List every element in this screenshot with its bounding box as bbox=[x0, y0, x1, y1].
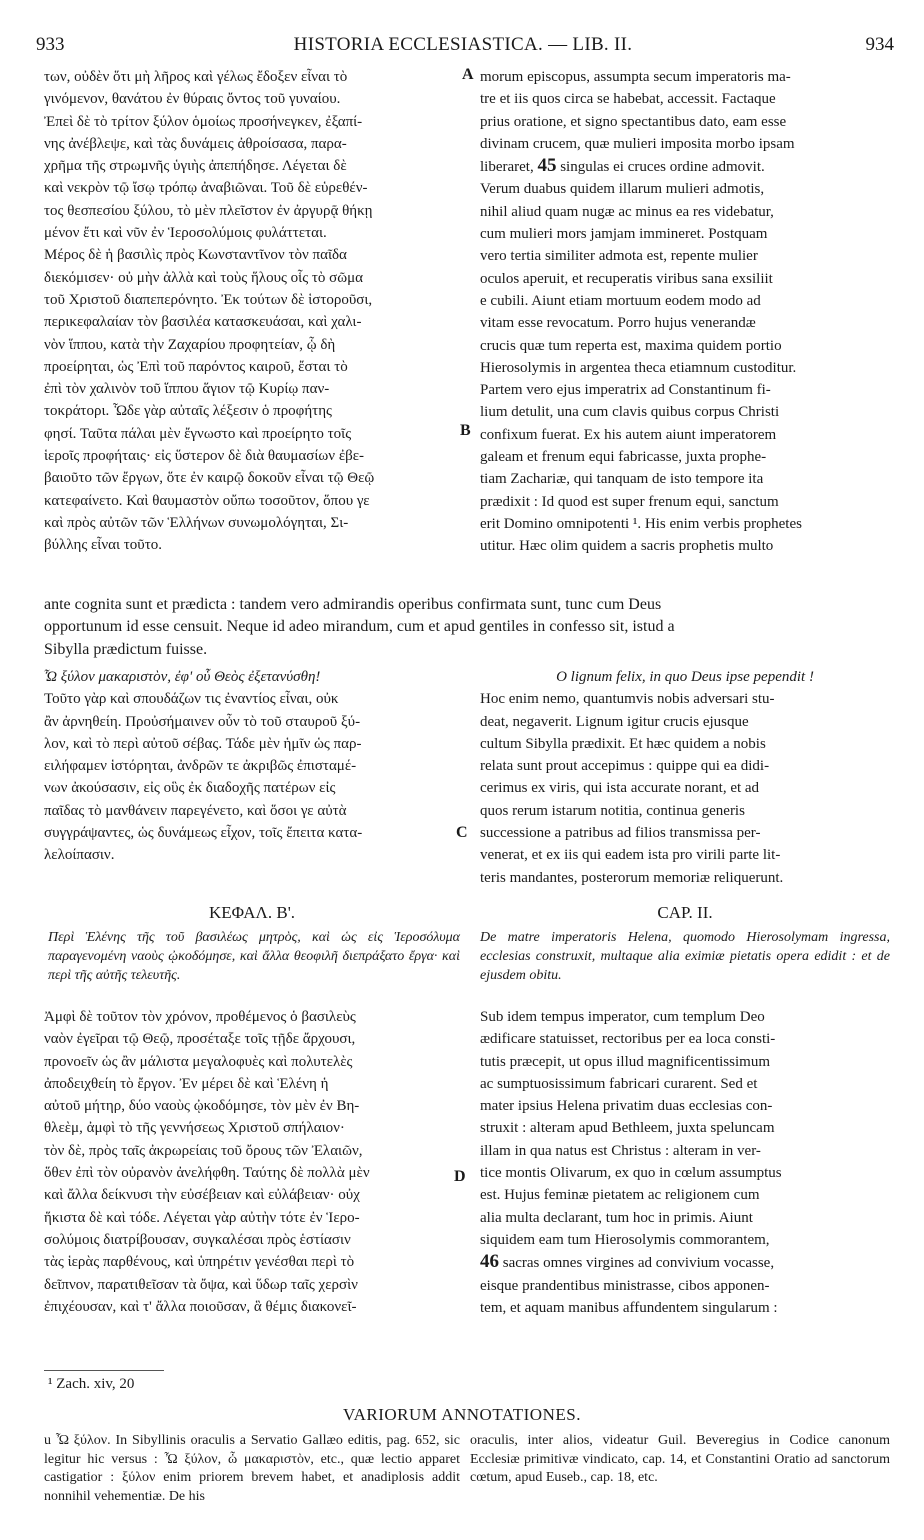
latin-chapter-title: De matre imperatoris Helena, quomodo Hierosolymam ingressa, ecclesias construxit, multaque alia eximiæ pietatis opera edidit : et de ejusdem obitu. bbox=[480, 930, 890, 983]
text-line: oculos aperuit, et recuperatis viribus sana exsiliit bbox=[480, 270, 773, 287]
running-header bbox=[28, 30, 898, 60]
margin-letter-a: A bbox=[462, 66, 474, 83]
text-line: morum episcopus, assumpta secum imperatoris ma- bbox=[480, 69, 791, 85]
text-line: ειλήφαμεν ἱστόρηται, ἀνδρῶν τε ἀκριβῶς ἐπισταμέ- bbox=[44, 758, 357, 775]
text-line: quos rerum istarum notitia, continua generis bbox=[480, 802, 745, 819]
latin-full-width bbox=[44, 594, 890, 661]
text-line: cultum Sibylla prædixit. Et hæc quidem a nobis bbox=[480, 735, 766, 752]
text-line: ἂν ἀρνηθείη. Προὐσήμαινεν οὖν τὸ τοῦ σταυροῦ ξύ- bbox=[44, 713, 361, 730]
text-line: ἐπὶ τὸν χαλινὸν τοῦ ἵππου ἅγιον τῷ Κυρίῳ παν- bbox=[44, 381, 330, 398]
text-line: 46 sacras omnes virgines ad convivium vocasse, bbox=[480, 1251, 775, 1273]
text-line: struxit : alteram apud Bethleem, juxta speluncam bbox=[480, 1120, 775, 1137]
text-line: venerat, et ex iis qui eadem ista pro virili parte lit- bbox=[480, 847, 781, 864]
text-line: των, οὐδὲν ὅτι μὴ λῆρος καὶ γέλως ἔδοξεν εἶναι τὸ bbox=[44, 69, 348, 85]
marginal-page-number: 46 bbox=[480, 1251, 499, 1273]
text-line: mater ipsius Helena privatim duas ecclesias con- bbox=[480, 1098, 773, 1115]
text-line: utitur. Hæc olim quidem a sacris prophetis multo bbox=[480, 538, 774, 555]
text-line: Sibylla prædictum fuisse. bbox=[44, 640, 208, 658]
text-line: illam in qua natus est Christus : alteram in ver- bbox=[480, 1142, 761, 1159]
text-line: βαιοῦτο τῶν ἔργων, ὅτε ἐν καιρῷ δοκοῦν εἶναι τῷ Θεῷ bbox=[44, 470, 375, 487]
text-line: tutis præcepit, ut opus illud magnificentissimum bbox=[480, 1053, 770, 1070]
text-line: ante cognita sunt et prædicta : tandem vero admirandis operibus confirmata sunt, tunc cum Deus bbox=[44, 596, 662, 613]
text-line: Partem vero ejus imperatrix ad Constantinum fi- bbox=[480, 382, 771, 399]
text-line: Sub idem tempus imperator, cum templum Deo bbox=[480, 1009, 765, 1025]
text-line: Τοῦτο γὰρ καὶ σπουδάζων τις ἐναντίος εἶναι, οὐκ bbox=[44, 691, 339, 708]
text-line: ἀποδειχθείη τὸ ἔργον. Ἐν μέρει δὲ καὶ Ἑλένη ἡ bbox=[44, 1075, 329, 1092]
text-line: siquidem eam tum Hierosolymis commorantem, bbox=[480, 1231, 770, 1248]
text-line: καὶ ἄλλα δείκνυσι τὴν εὐσέβειαν καὶ εὐλάβειαν· οὐχ bbox=[44, 1187, 360, 1204]
text-line: τοκράτορι. Ὧδε γὰρ αὐταῖς λέξεσιν ὁ προφήτης bbox=[44, 403, 332, 420]
text-line: βύλλης εἶναι τοῦτο. bbox=[44, 537, 163, 554]
page-number-left: 933 bbox=[36, 34, 65, 55]
text-line: συγγράψαντες, ὡς δυνάμεως εἶχον, τοῖς ἔπειτα κατα- bbox=[44, 825, 363, 842]
running-title: HISTORIA ECCLESIASTICA. — LIB. II. bbox=[293, 34, 633, 55]
marginal-page-number: 45 bbox=[537, 155, 557, 177]
greek-column-mid bbox=[44, 666, 460, 867]
greek-chapter-label: ΚΕΦΑΛ. Β'. bbox=[208, 903, 296, 922]
text-line: erit Domino omnipotenti ¹. His enim verbis prophetes bbox=[480, 515, 802, 532]
text-line: θλεὲμ, ἀμφὶ τὸ τῆς γεννήσεως Χριστοῦ σπήλαιον· bbox=[44, 1120, 345, 1137]
text-line: Hoc enim nemo, quantumvis nobis adversari stu- bbox=[480, 691, 775, 708]
latin-column-top bbox=[480, 66, 890, 558]
text-line: ac sumptuosissimum fabricari curarent. Sed et bbox=[480, 1075, 758, 1092]
text-line: αὐτοῦ μήτηρ, δύο ναοὺς ᾠκοδόμησε, τὸν μὲν ἐν Βη- bbox=[44, 1098, 360, 1115]
text-line: μένον ἔτι καὶ νῦν ἐν Ἱεροσολύμοις φυλάττεται. bbox=[44, 225, 327, 242]
text-line: ναὸν ἐγεῖραι τῷ Θεῷ, προσέταξε τοῖς τῇδε ἄρχουσι, bbox=[44, 1031, 356, 1048]
text-line: καὶ νεκρὸν τῷ ἴσῳ τρόπῳ ἀναβιῶναι. Τοῦ δὲ εὑρεθέν- bbox=[44, 180, 368, 197]
text-line: divinam crucem, quæ mulieri imposita morbo ipsam bbox=[480, 135, 795, 152]
margin-letter-d: D bbox=[454, 1168, 466, 1185]
text-line: προνοεῖν ὡς ἂν μάλιστα μεγαλοφυὲς καὶ πολυτελὲς bbox=[44, 1053, 353, 1070]
text-line: nihil aliud quam nugæ ac minus ea res videbatur, bbox=[480, 203, 774, 220]
text-line: lium detulit, una cum clavis quibus corpus Christi bbox=[480, 404, 780, 421]
text-line: alia multa declarant, tum hoc in primis. Aiunt bbox=[480, 1209, 753, 1226]
text-line: νης ἀνέβλεψε, καὶ τὰς δυνάμεις ἀθροίσασα, παρα- bbox=[44, 135, 347, 152]
text-line: τὰς ἱερὰς παρθένους, καὶ ὑπηρέτιν γενέσθαι περὶ τὸ bbox=[44, 1254, 355, 1271]
text-line: ἐπιχέουσαν, καὶ τ' ἄλλα ποιοῦσαν, ἃ θέμις διακονεῖ- bbox=[44, 1298, 357, 1315]
text-line: vero tertia similiter admota est, repente mulier bbox=[480, 248, 758, 265]
footnote-rule bbox=[44, 1370, 164, 1371]
text-line: liberaret, 45 singulas ei cruces ordine admovit. bbox=[480, 155, 765, 177]
latin-chapter-label: CAP. II. bbox=[657, 903, 713, 922]
text-line: Ἐπεὶ δὲ τὸ τρίτον ξύλον ὁμοίως προσήνεγκεν, ἐξαπί- bbox=[44, 113, 363, 130]
text-line: Ἀμφὶ δὲ τοῦτον τὸν χρόνον, προθέμενος ὁ βασιλεὺς bbox=[44, 1009, 356, 1025]
margin-letter-c: C bbox=[456, 824, 468, 841]
text-line: tiam Zachariæ, qui tanquam de isto tempore ita bbox=[480, 471, 764, 488]
variorum-note-right: oraculis, inter alios, videatur Guil. Beveregius in Codice canonum Ecclesiæ primitivæ vindicato, cap. 14, et Constantini Oratio ad sanctorum cœtum, apud Euseb., cap. 18, etc. bbox=[470, 1433, 890, 1485]
text-line: περικεφαλαίαν τὸν βασιλέα κατασκευάσαι, καὶ χαλι- bbox=[44, 314, 362, 331]
text-line: νὸν ἵππου, κατὰ τὴν Ζαχαρίου προφητείαν, ᾧ δὴ bbox=[44, 336, 336, 353]
text-line: tre et iis quos circa se habebat, accessit. Factaque bbox=[480, 91, 776, 108]
text-line: successione a patribus ad filios transmissa per- bbox=[480, 825, 761, 842]
text-line: λον, καὶ τὸ περὶ αὐτοῦ σέβας. Τάδε μὲν ἡμῖν ὡς παρ- bbox=[44, 735, 362, 752]
greek-chapter-title: Περὶ Ἑλένης τῆς τοῦ βασιλέως μητρὸς, καὶ ὡς εἰς Ἱεροσόλυμα παραγενομένη ναοὺς ᾠκοδόμησε, καὶ ἄλλα θεοφιλῆ διεπράξατο ἔργα· καὶ περὶ τῆς αὐτῆς τελευτῆς. bbox=[48, 930, 460, 983]
text-line: ædificare statuisset, rectoribus per ea loca consti- bbox=[480, 1031, 776, 1048]
text-line: est. Hujus feminæ pietatem ac religionem cum bbox=[480, 1187, 760, 1204]
margin-letter-b: B bbox=[460, 422, 471, 439]
text-line: confixum fuerat. Ex his autem aiunt imperatorem bbox=[480, 426, 777, 443]
text-line: teris mandantes, posterorum memoriæ reliquerunt. bbox=[480, 869, 784, 886]
text-line: τος θεσπεσίου ξύλου, τὸ μὲν πλεῖστον ἐν ἀργυρᾷ θήκῃ bbox=[44, 202, 373, 219]
text-line: relata sunt prout accepimus : quippe qui ea didi- bbox=[480, 758, 770, 775]
text-line: vitam esse revocatum. Porro hujus venerandæ bbox=[480, 315, 756, 332]
text-line: καὶ πρὸς αὐτῶν τῶν Ἑλλήνων συνωμολόγηται, Σι- bbox=[44, 514, 349, 531]
text-line: φησί. Ταῦτα πάλαι μὲν ἔγνωστο καὶ προείρητο τοῖς bbox=[44, 425, 352, 442]
text-line: tice montis Olivarum, ex quo in cœlum assumptus bbox=[480, 1165, 782, 1182]
text-line: Hierosolymis in argentea theca etiamnum custoditur. bbox=[480, 359, 797, 376]
text-line: prius oratione, et signo spectantibus dato, eam esse bbox=[480, 113, 787, 130]
text-line: deat, negaverit. Lignum igitur crucis ejusque bbox=[480, 713, 749, 730]
text-line: crucis quæ tum reperta est, maxima quidem portio bbox=[480, 337, 782, 354]
text-line: galeam et frenum equi fabricasse, juxta prophe- bbox=[480, 449, 767, 466]
text-line: ὅθεν ἐπὶ τὸν οὐρανὸν ἀνελήφθη. Ταύτης δὲ πολλὰ μὲν bbox=[44, 1165, 370, 1182]
text-line: e cubili. Aiunt etiam mortuum eodem modo ad bbox=[480, 292, 761, 309]
text-line: O lignum felix, in quo Deus ipse pependit ! bbox=[556, 669, 814, 685]
text-line: νων ἀκούσασιν, εἰς οὓς ἐκ διαδοχῆς πατέρων εἰς bbox=[44, 780, 336, 797]
greek-column-bottom bbox=[44, 1006, 460, 1318]
greek-column-top bbox=[44, 66, 460, 557]
text-line: γινόμενον, θανάτου ἐν θύραις ὄντος τοῦ γυναίου. bbox=[44, 91, 341, 108]
latin-column-mid bbox=[480, 666, 890, 889]
latin-column-bottom bbox=[480, 1006, 890, 1319]
text-line: tem, et aquam manibus affundentem singularum : bbox=[480, 1299, 778, 1316]
text-line: τὸν δὲ, πρὸς ταῖς ἀκρωρείαις τοῦ ὄρους τῶν Ἐλαιῶν, bbox=[44, 1142, 363, 1159]
text-line: κατεφαίνετο. Καὶ θαυμαστὸν οὔπω τοσοῦτον, ὅπου γε bbox=[44, 492, 370, 509]
text-line: cerimus ex viris, qui ista accurate norant, et ad bbox=[480, 780, 760, 797]
text-line: prædixit : Id quod est super frenum equi, sanctum bbox=[480, 493, 779, 510]
text-line: δεῖπνον, παρατιθεῖσαν τὰ ὄψα, καὶ ὕδωρ ταῖς χερσὶν bbox=[44, 1276, 358, 1293]
text-line: cum mulieri mors jamjam immineret. Postquam bbox=[480, 226, 768, 243]
text-line: Μέρος δὲ ἡ βασιλὶς πρὸς Κωνσταντῖνον τὸν παῖδα bbox=[44, 247, 347, 264]
text-line: σολύμοις διατρίβουσαν, συγκαλέσαι πρὸς ἑστίασιν bbox=[44, 1231, 351, 1248]
text-line: τοῦ Χριστοῦ διαπεπερόνητο. Ἐκ τούτων δὲ ἱστοροῦσι, bbox=[44, 291, 373, 308]
text-line: χρῆμα τῆς στρωμνῆς ὑγιὴς ἀπεπήδησε. Λέγεται δὲ bbox=[44, 158, 347, 175]
text-line: opportunum id esse censuit. Neque id adeo mirandum, cum et apud gentiles in confesso sit, istud a bbox=[44, 618, 675, 636]
text-line: προείρηται, ὡς Ἐπὶ τοῦ παρόντος καιροῦ, ἔσται τὸ bbox=[44, 358, 348, 375]
text-line: Verum duabus quidem illarum mulieri admotis, bbox=[480, 181, 765, 198]
footnote: ¹ Zach. xiv, 20 bbox=[48, 1376, 135, 1392]
text-line: ἱεροῖς προφήταις· εἰς ὕστερον δὲ διὰ θαυμασίων ἐβε- bbox=[44, 448, 365, 465]
variorum-title: VARIORUM ANNOTATIONES. bbox=[343, 1405, 581, 1424]
page-number-right: 934 bbox=[865, 34, 894, 55]
text-line: παῖδας τὸ μανθάνειν παρεγένετο, καὶ ὅσοι γε αὐτὰ bbox=[44, 802, 347, 819]
text-line: λελοίπασιν. bbox=[44, 847, 115, 864]
variorum-note-left: u Ὦ ξύλον. In Sibyllinis oraculis a Servatio Gallæo editis, pag. 652, sic legitur hic versus : Ὦ ξύλον, ὦ μακαριστὸν, etc., quæ lectio apparet castigatior : ξύλον enim priorem brevem habet, et anadiplosis addit nonnihil vehementiæ. De his bbox=[44, 1433, 460, 1504]
text-line: ἥκιστα δὲ καὶ τόδε. Λέγεται γὰρ αὐτὴν τότε ἐν Ἱερο- bbox=[44, 1209, 360, 1226]
text-line: διεκόμισεν· οὐ μὴν ἀλλὰ καὶ τοὺς ἥλους οἷς τὸ σῶμα bbox=[44, 269, 364, 286]
text-line: Ὦ ξύλον μακαριστὸν, ἐφ' οὗ Θεὸς ἐξετανύσθη! bbox=[44, 669, 321, 685]
text-line: eisque prandentibus ministrasse, cibos apponen- bbox=[480, 1277, 770, 1294]
